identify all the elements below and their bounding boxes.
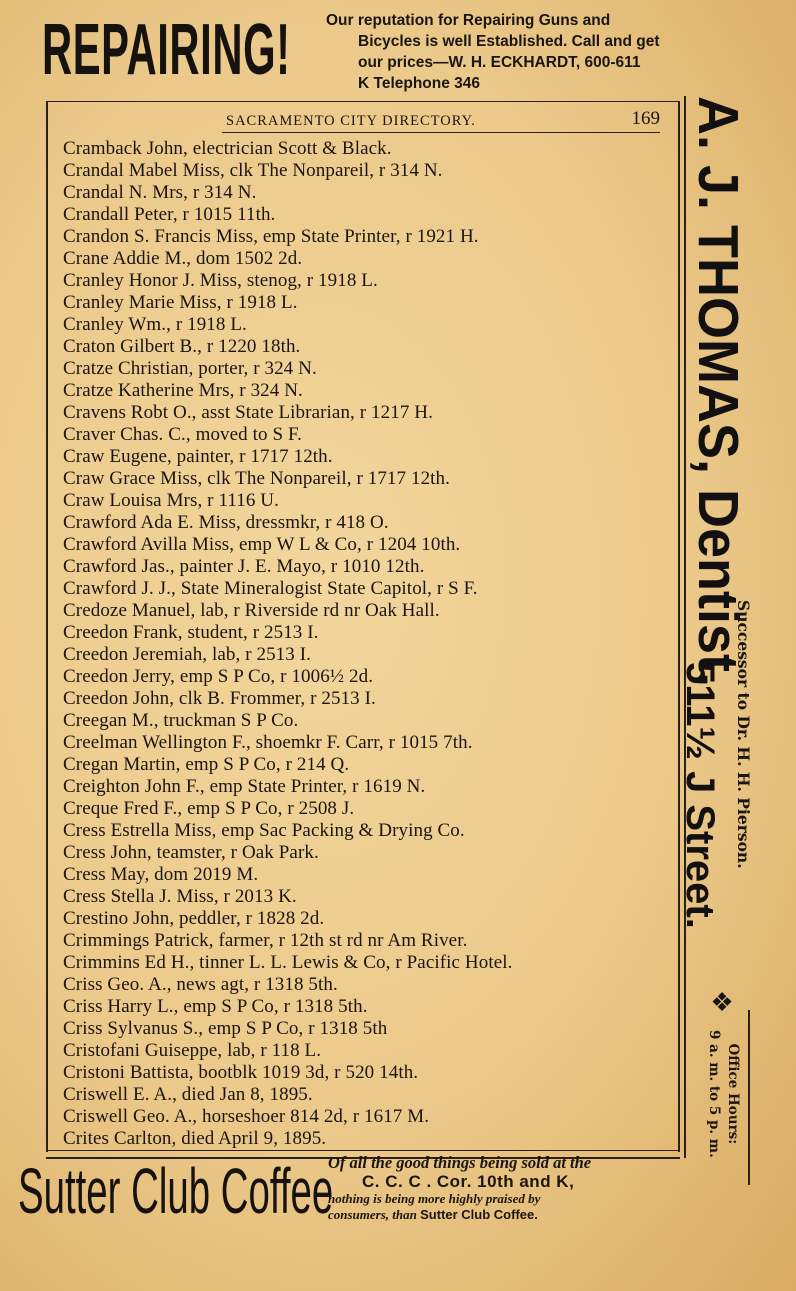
office-hours-value: 9 a. m. to 5 p. m. bbox=[706, 1030, 722, 1158]
directory-entry: Cranley Wm., r 1918 L. bbox=[63, 314, 247, 335]
office-hours-label: Office Hours: bbox=[725, 1043, 741, 1145]
directory-entry: Cristoni Battista, bootblk 1019 3d, r 520 14th. bbox=[63, 1062, 419, 1083]
directory-entry: Craver Chas. C., moved to S F. bbox=[63, 424, 302, 445]
directory-entry: Cress Stella J. Miss, r 2013 K. bbox=[63, 886, 297, 907]
directory-entry: Crimmings Patrick, farmer, r 12th st rd nr Am River. bbox=[63, 930, 468, 951]
directory-entry: Creegan M., truckman S P Co. bbox=[63, 710, 299, 731]
directory-entry: Creelman Wellington F., shoemkr F. Carr, r 1015 7th. bbox=[63, 732, 473, 753]
directory-entry: Cress May, dom 2019 M. bbox=[63, 864, 259, 885]
coffee-ad-prefix: consumers, than bbox=[328, 1207, 421, 1222]
directory-entry: Criswell E. A., died Jan 8, 1895. bbox=[63, 1084, 313, 1105]
directory-entry: Creque Fred F., emp S P Co, r 2508 J. bbox=[63, 798, 355, 819]
directory-entry: Crawford Ada E. Miss, dressmkr, r 418 O. bbox=[63, 512, 389, 533]
directory-entry: Cregan Martin, emp S P Co, r 214 Q. bbox=[63, 754, 350, 775]
ad-line: our prices—W. H. ECKHARDT, 600-611 bbox=[358, 54, 641, 71]
right-ad-rule-office bbox=[748, 1010, 750, 1185]
coffee-ad-text bbox=[328, 1153, 698, 1223]
directory-entry: Crawford Jas., painter J. E. Mayo, r 1010 12th. bbox=[63, 556, 425, 577]
coffee-ad-address: C. C. C . Cor. 10th and K, bbox=[362, 1172, 575, 1191]
directory-entry: Criswell Geo. A., horseshoer 814 2d, r 1617 M. bbox=[63, 1106, 430, 1127]
directory-entry: Crites Carlton, died April 9, 1895. bbox=[63, 1128, 327, 1149]
page-number: 169 bbox=[631, 108, 660, 129]
directory-entry: Criss Geo. A., news agt, r 1318 5th. bbox=[63, 974, 338, 995]
dentist-ad-name: A. J. THOMAS, Dentist, bbox=[686, 96, 750, 688]
directory-entry: Crawford Avilla Miss, emp W L & Co, r 1204 10th. bbox=[63, 534, 461, 555]
directory-entry: Crandall Peter, r 1015 11th. bbox=[63, 204, 276, 225]
header-rule bbox=[222, 132, 660, 133]
repairing-headline: REPAIRING! bbox=[42, 10, 291, 90]
directory-entry: Crane Addie M., dom 1502 2d. bbox=[63, 248, 303, 269]
directory-entry: Cranley Honor J. Miss, stenog, r 1918 L. bbox=[63, 270, 378, 291]
coffee-ad-line: Of all the good things being sold at the bbox=[328, 1153, 592, 1172]
dentist-office-hours bbox=[704, 1030, 742, 1158]
coffee-ad-brand: Sutter Club Coffee. bbox=[420, 1207, 538, 1222]
directory-entry: Criss Sylvanus S., emp S P Co, r 1318 5th bbox=[63, 1018, 388, 1039]
directory-entry: Cristofani Guiseppe, lab, r 118 L. bbox=[63, 1040, 322, 1061]
directory-entries bbox=[63, 138, 673, 1150]
ad-line: K Telephone 346 bbox=[358, 75, 481, 92]
running-header bbox=[226, 108, 668, 132]
directory-entry: Cress Estrella Miss, emp Sac Packing & Drying Co. bbox=[63, 820, 465, 841]
directory-entry: Craton Gilbert B., r 1220 18th. bbox=[63, 336, 301, 357]
directory-entry: Crandon S. Francis Miss, emp State Printer, r 1921 H. bbox=[63, 226, 479, 247]
directory-entry: Cratze Katherine Mrs, r 324 N. bbox=[63, 380, 303, 401]
directory-entry: Craw Eugene, painter, r 1717 12th. bbox=[63, 446, 333, 467]
directory-entry: Creedon Jeremiah, lab, r 2513 I. bbox=[63, 644, 312, 665]
directory-entry: Cravens Robt O., asst State Librarian, r 1217 H. bbox=[63, 402, 433, 423]
ad-line: Our reputation for Repairing Guns and bbox=[326, 12, 611, 29]
directory-entry: Crawford J. J., State Mineralogist State Capitol, r S F. bbox=[63, 578, 478, 599]
directory-entry: Credoze Manuel, lab, r Riverside rd nr Oak Hall. bbox=[63, 600, 440, 621]
dentist-ad-successor: Successor to Dr. H. H. Pierson. bbox=[734, 600, 753, 869]
directory-entry: Crimmins Ed H., tinner L. L. Lewis & Co, r Pacific Hotel. bbox=[63, 952, 513, 973]
directory-entry: Cramback John, electrician Scott & Black. bbox=[63, 138, 392, 159]
directory-entry: Crestino John, peddler, r 1828 2d. bbox=[63, 908, 325, 929]
repairing-ad-text bbox=[326, 10, 716, 94]
directory-entry: Creighton John F., emp State Printer, r 1619 N. bbox=[63, 776, 426, 797]
top-advertisement bbox=[0, 0, 796, 100]
ad-line: Bicycles is well Established. Call and get bbox=[358, 33, 660, 50]
directory-entry: Craw Grace Miss, clk The Nonpareil, r 1717 12th. bbox=[63, 468, 450, 489]
directory-title: SACRAMENTO CITY DIRECTORY. bbox=[226, 113, 476, 129]
directory-entry: Cranley Marie Miss, r 1918 L. bbox=[63, 292, 298, 313]
directory-entry: Craw Louisa Mrs, r 1116 U. bbox=[63, 490, 279, 511]
dentist-ad-address: 511½ J Street. bbox=[678, 662, 722, 929]
directory-entry: Cratze Christian, porter, r 324 N. bbox=[63, 358, 317, 379]
sutter-club-coffee-logo: Sutter Club Coffee bbox=[18, 1155, 334, 1227]
directory-entry: Creedon Jerry, emp S P Co, r 1006½ 2d. bbox=[63, 666, 374, 687]
directory-entry: Crandal Mabel Miss, clk The Nonpareil, r 314 N. bbox=[63, 160, 443, 181]
ornament-icon: ❖ bbox=[710, 988, 734, 1017]
coffee-ad-line bbox=[328, 1207, 698, 1223]
coffee-ad-line: nothing is being more highly praised by bbox=[328, 1191, 541, 1206]
directory-entry: Cress John, teamster, r Oak Park. bbox=[63, 842, 319, 863]
directory-entry: Criss Harry L., emp S P Co, r 1318 5th. bbox=[63, 996, 368, 1017]
directory-entry: Creedon John, clk B. Frommer, r 2513 I. bbox=[63, 688, 376, 709]
directory-entry: Creedon Frank, student, r 2513 I. bbox=[63, 622, 319, 643]
directory-entry: Crandal N. Mrs, r 314 N. bbox=[63, 182, 257, 203]
